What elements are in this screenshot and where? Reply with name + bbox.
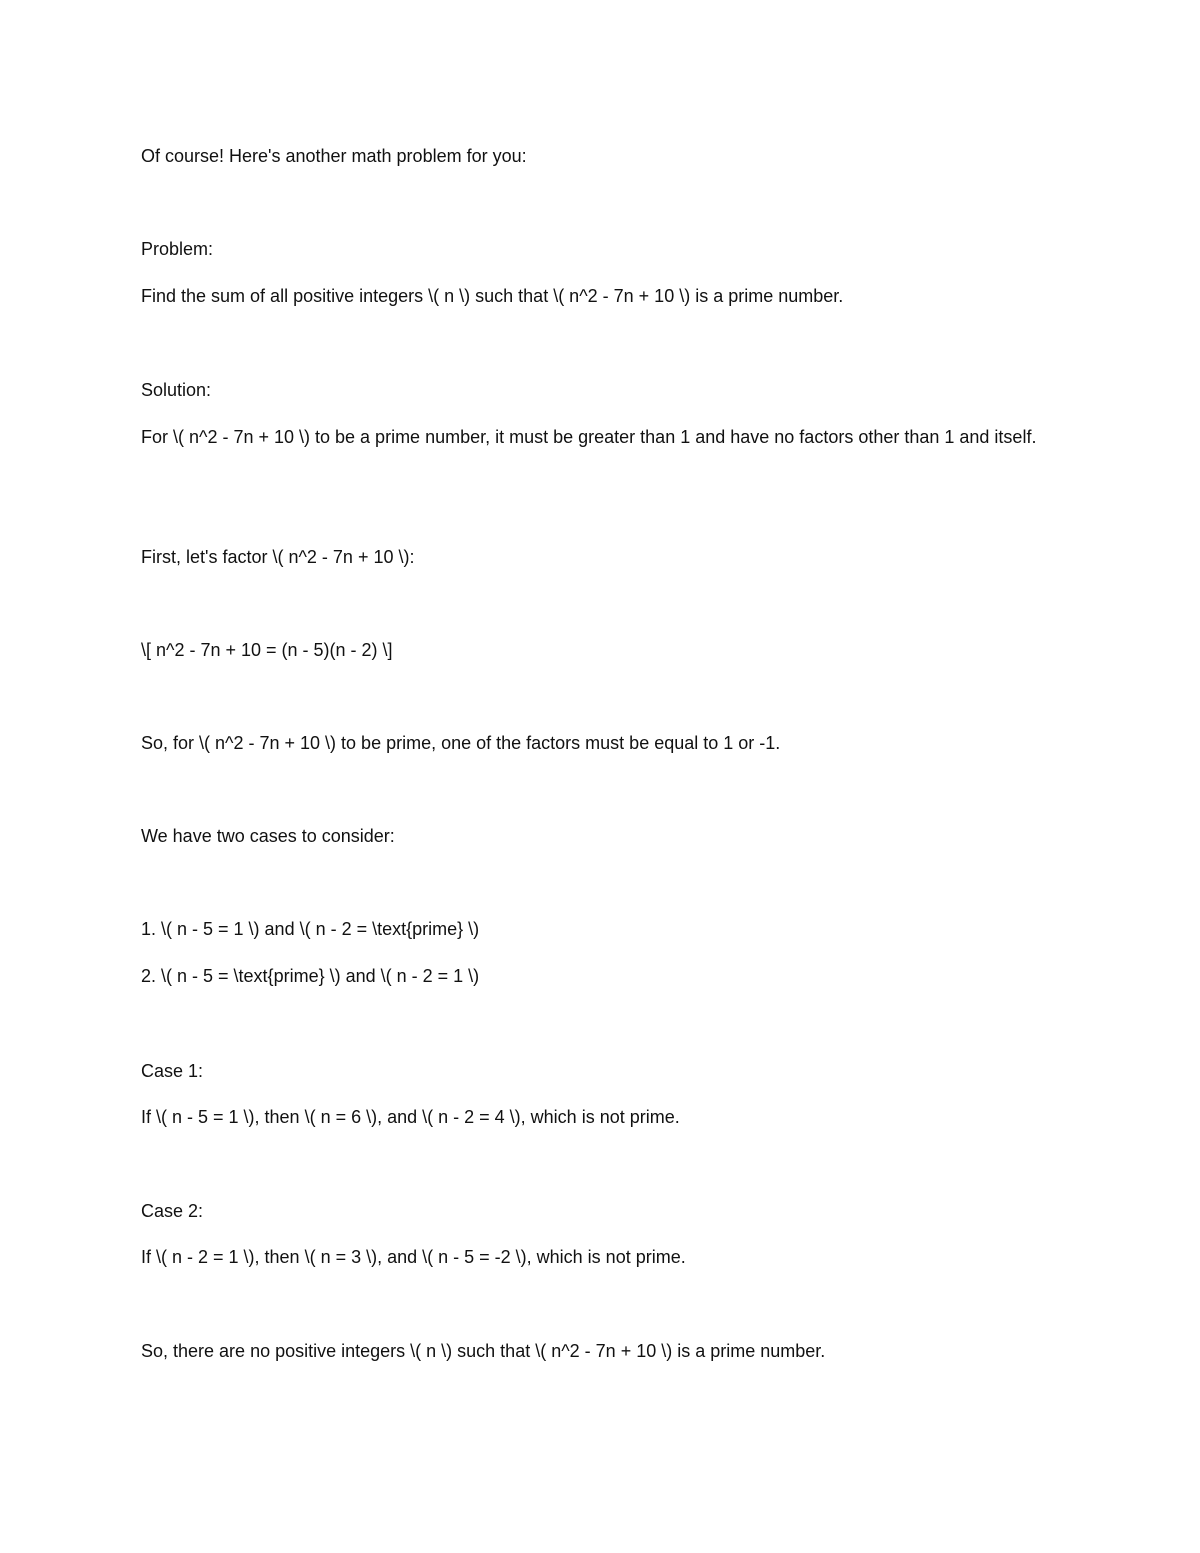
solution-heading: Solution: [141,380,212,400]
case2-heading: Case 2: [141,1201,204,1221]
factor-equation: \[ n^2 - 7n + 10 = (n - 5)(n - 2) \] [141,640,393,660]
case1-text: If \( n - 5 = 1 \), then \( n = 6 \), and \( n - 2 = 4 \), which is not prime. [141,1107,680,1127]
problem-heading: Problem: [141,239,214,259]
case-list-item: 1. \( n - 5 = 1 \) and \( n - 2 = \text{prime} \) [141,919,480,939]
case2-text: If \( n - 2 = 1 \), then \( n = 3 \), and \( n - 5 = -2 \), which is not prime. [141,1247,686,1267]
factor-intro: First, let's factor \( n^2 - 7n + 10 \): [141,547,415,567]
cases-intro: We have two cases to consider: [141,826,395,846]
solution-intro: For \( n^2 - 7n + 10 \) to be a prime number, it must be greater than 1 and have no factors other than 1 and itself. [141,427,1037,447]
case-list-item: 2. \( n - 5 = \text{prime} \) and \( n - 2 = 1 \) [141,966,480,986]
case1-heading: Case 1: [141,1061,204,1081]
intro-text: Of course! Here's another math problem for you: [141,146,527,166]
problem-text: Find the sum of all positive integers \( n \) such that \( n^2 - 7n + 10 \) is a prime number. [141,286,844,306]
prime-condition: So, for \( n^2 - 7n + 10 \) to be prime, one of the factors must be equal to 1 or -1. [141,733,781,753]
conclusion-text: So, there are no positive integers \( n \) such that \( n^2 - 7n + 10 \) is a prime number. [141,1341,826,1361]
